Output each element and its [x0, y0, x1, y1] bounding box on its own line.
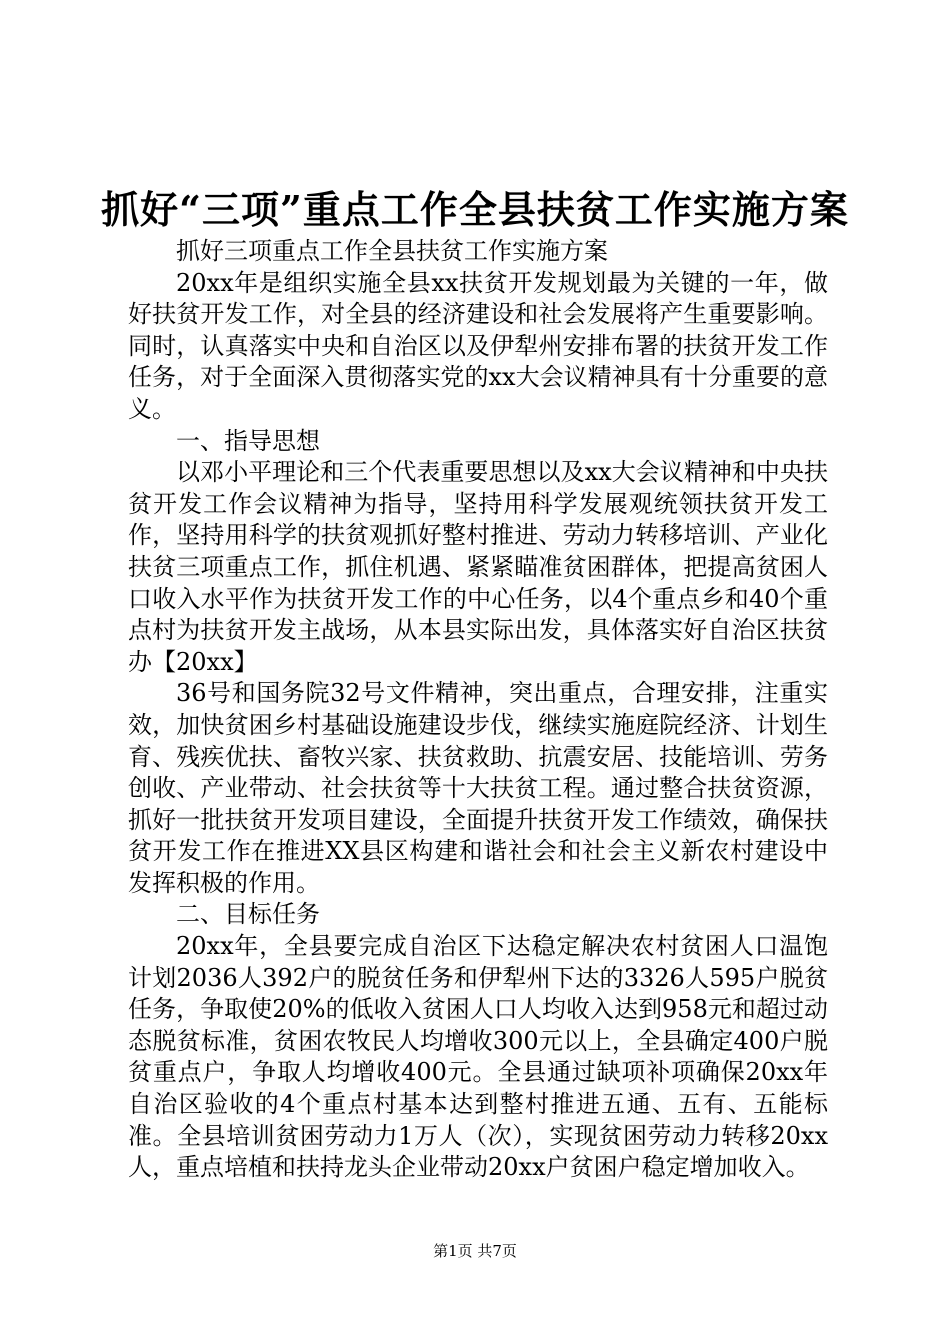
guiding-thought-paragraph: 以邓小平理论和三个代表重要思想以及xx大会议精神和中央扶贫开发工作会议精神为指导，坚持用科学发展观统领扶贫开发工作，坚持用科学的扶贫观抓好整村推进、劳动力转移培训、产业化扶贫三项重点工作，抓住机遇、紧紧瞄准贫困群体，把提高贫困人口收入水平作为扶贫开发工作的中心任务，以4个重点乡和40个重点村为扶贫开发主战场，从本县实际出发，具体落实好自治区扶贫办【20xx】: [128, 458, 828, 676]
subtitle-paragraph: 抓好三项重点工作全县扶贫工作实施方案: [176, 237, 608, 265]
document-body: [128, 236, 828, 1184]
target-tasks-paragraph: 20xx年，全县要完成自治区下达稳定解决农村贫困人口温饱计划2036人392户的脱贫任务和伊犁州下达的3326人595户脱贫任务，争取使20%的低收入贫困人口人均收入达到958元和超过动态脱贫标准，贫困农牧民人均增收300元以上，全县确定400户脱贫重点户，争取人均增收400元。全县通过缺项补项确保20xx年自治区验收的4个重点村基本达到整村推进五通、五有、五能标准。全县培训贫困劳动力1万人（次），实现贫困劳动力转移20xx人，重点培植和扶持龙头企业带动20xx户贫困户稳定增加收入。: [128, 932, 828, 1182]
guiding-thought-continued-paragraph: 36号和国务院32号文件精神，突出重点，合理安排，注重实效，加快贫困乡村基础设施建设步伐，继续实施庭院经济、计划生育、残疾优扶、畜牧兴家、扶贫救助、抗震安居、技能培训、劳务创收、产业带动、社会扶贫等十大扶贫工程。通过整合扶贫资源，抓好一批扶贫开发项目建设，全面提升扶贫开发工作绩效，确保扶贫开发工作在推进XX县区构建和谐社会和社会主义新农村建设中发挥积极的作用。: [128, 679, 828, 897]
page-number-footer: 第1页 共7页: [433, 1242, 517, 1260]
document-title: 抓好“三项”重点工作全县扶贫工作实施方案: [101, 187, 849, 232]
section-heading-target-tasks: 二、目标任务: [176, 900, 320, 929]
section-heading-guiding-thought: 一、指导思想: [176, 426, 320, 455]
intro-paragraph: 20xx年是组织实施全县xx扶贫开发规划最为关键的一年，做好扶贫开发工作，对全县的经济建设和社会发展将产生重要影响。同时，认真落实中央和自治区以及伊犁州安排布署的扶贫开发工作任务，对于全面深入贯彻落实党的xx大会议精神具有十分重要的意义。: [128, 268, 828, 423]
